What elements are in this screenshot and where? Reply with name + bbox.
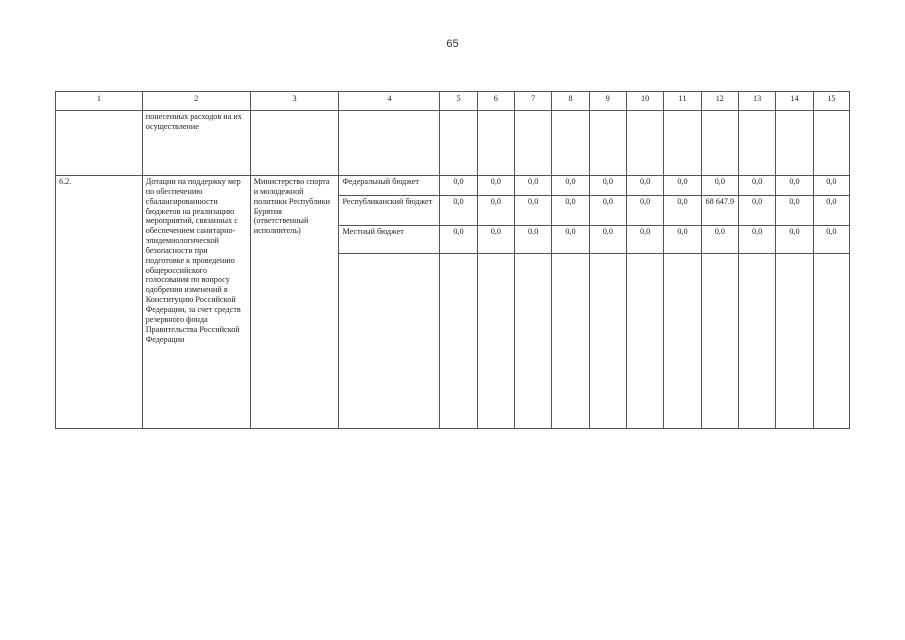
cell bbox=[664, 111, 701, 176]
value-cell: 0,0 bbox=[776, 196, 813, 226]
header-cell: 15 bbox=[813, 92, 849, 111]
value-cell: 0,0 bbox=[776, 226, 813, 254]
cell bbox=[515, 111, 552, 176]
cell bbox=[56, 111, 143, 176]
budget-table bbox=[55, 91, 850, 429]
cell bbox=[515, 254, 552, 429]
cell bbox=[664, 254, 701, 429]
budget-source: Местный бюджет bbox=[339, 226, 440, 254]
value-cell: 0,0 bbox=[440, 176, 477, 196]
cell bbox=[339, 254, 440, 429]
cell bbox=[552, 111, 589, 176]
header-cell: 14 bbox=[776, 92, 813, 111]
value-cell: 0,0 bbox=[626, 196, 663, 226]
value-cell: 0,0 bbox=[515, 176, 552, 196]
value-cell: 0,0 bbox=[477, 196, 514, 226]
cell bbox=[626, 111, 663, 176]
cell bbox=[477, 111, 514, 176]
value-cell: 0,0 bbox=[813, 176, 849, 196]
cell bbox=[776, 111, 813, 176]
value-cell: 0,0 bbox=[738, 226, 775, 254]
header-cell: 9 bbox=[589, 92, 626, 111]
cell bbox=[813, 111, 849, 176]
cell bbox=[738, 254, 775, 429]
header-cell: 12 bbox=[701, 92, 738, 111]
cell bbox=[250, 111, 339, 176]
item-description: Дотации на поддержку мер по обеспечению сбалансированности бюджетов на реализацию мероприятий, связанных с обеспечением санитарно-эпидемиологической безопасности при подготовке к проведению общероссийского голосования по вопросу одобрения изменений в Конституцию Российской Федерации, за счет средств резервного фонда Правительства Российской Федерации bbox=[142, 176, 250, 429]
header-cell: 7 bbox=[515, 92, 552, 111]
cell bbox=[626, 254, 663, 429]
header-cell: 5 bbox=[440, 92, 477, 111]
cell bbox=[776, 254, 813, 429]
budget-source: Республиканский бюджет bbox=[339, 196, 440, 226]
value-cell: 0,0 bbox=[552, 196, 589, 226]
header-cell: 10 bbox=[626, 92, 663, 111]
value-cell: 0,0 bbox=[477, 226, 514, 254]
item-executor: Министерство спорта и молодежной политики Республики Бурятия (ответственный исполнитель) bbox=[250, 176, 339, 429]
value-cell: 0,0 bbox=[701, 226, 738, 254]
value-cell: 0,0 bbox=[440, 196, 477, 226]
cell bbox=[477, 254, 514, 429]
value-cell: 0,0 bbox=[440, 226, 477, 254]
cell bbox=[701, 254, 738, 429]
header-row bbox=[56, 92, 850, 111]
header-cell: 11 bbox=[664, 92, 701, 111]
cell bbox=[552, 254, 589, 429]
continued-row bbox=[56, 111, 850, 176]
header-cell: 4 bbox=[339, 92, 440, 111]
item-number: 6.2. bbox=[56, 176, 143, 429]
cell bbox=[339, 111, 440, 176]
value-cell: 0,0 bbox=[552, 226, 589, 254]
value-cell: 0,0 bbox=[813, 226, 849, 254]
cell bbox=[589, 254, 626, 429]
cell bbox=[440, 254, 477, 429]
value-cell: 0,0 bbox=[813, 196, 849, 226]
cell bbox=[589, 111, 626, 176]
value-cell: 0,0 bbox=[664, 196, 701, 226]
value-cell: 0,0 bbox=[589, 196, 626, 226]
value-cell: 0,0 bbox=[515, 226, 552, 254]
continued-description: понесенных расходов на их осуществление bbox=[142, 111, 250, 176]
cell bbox=[440, 111, 477, 176]
budget-source: Федеральный бюджет bbox=[339, 176, 440, 196]
value-cell: 0,0 bbox=[738, 196, 775, 226]
value-cell: 0,0 bbox=[589, 226, 626, 254]
value-cell: 0,0 bbox=[776, 176, 813, 196]
header-cell: 6 bbox=[477, 92, 514, 111]
value-cell: 0,0 bbox=[664, 226, 701, 254]
cell bbox=[738, 111, 775, 176]
value-cell: 0,0 bbox=[701, 176, 738, 196]
cell bbox=[813, 254, 849, 429]
page-number: 65 bbox=[446, 38, 459, 50]
table-row bbox=[56, 176, 850, 196]
value-cell: 0,0 bbox=[664, 176, 701, 196]
value-cell: 0,0 bbox=[738, 176, 775, 196]
header-cell: 1 bbox=[56, 92, 143, 111]
cell bbox=[701, 111, 738, 176]
value-cell: 0,0 bbox=[552, 176, 589, 196]
value-cell: 0,0 bbox=[589, 176, 626, 196]
value-cell: 0,0 bbox=[477, 176, 514, 196]
value-cell: 0,0 bbox=[626, 226, 663, 254]
header-cell: 13 bbox=[738, 92, 775, 111]
value-cell: 68 647.9 bbox=[701, 196, 738, 226]
value-cell: 0,0 bbox=[515, 196, 552, 226]
header-cell: 2 bbox=[142, 92, 250, 111]
header-cell: 3 bbox=[250, 92, 339, 111]
value-cell: 0,0 bbox=[626, 176, 663, 196]
header-cell: 8 bbox=[552, 92, 589, 111]
